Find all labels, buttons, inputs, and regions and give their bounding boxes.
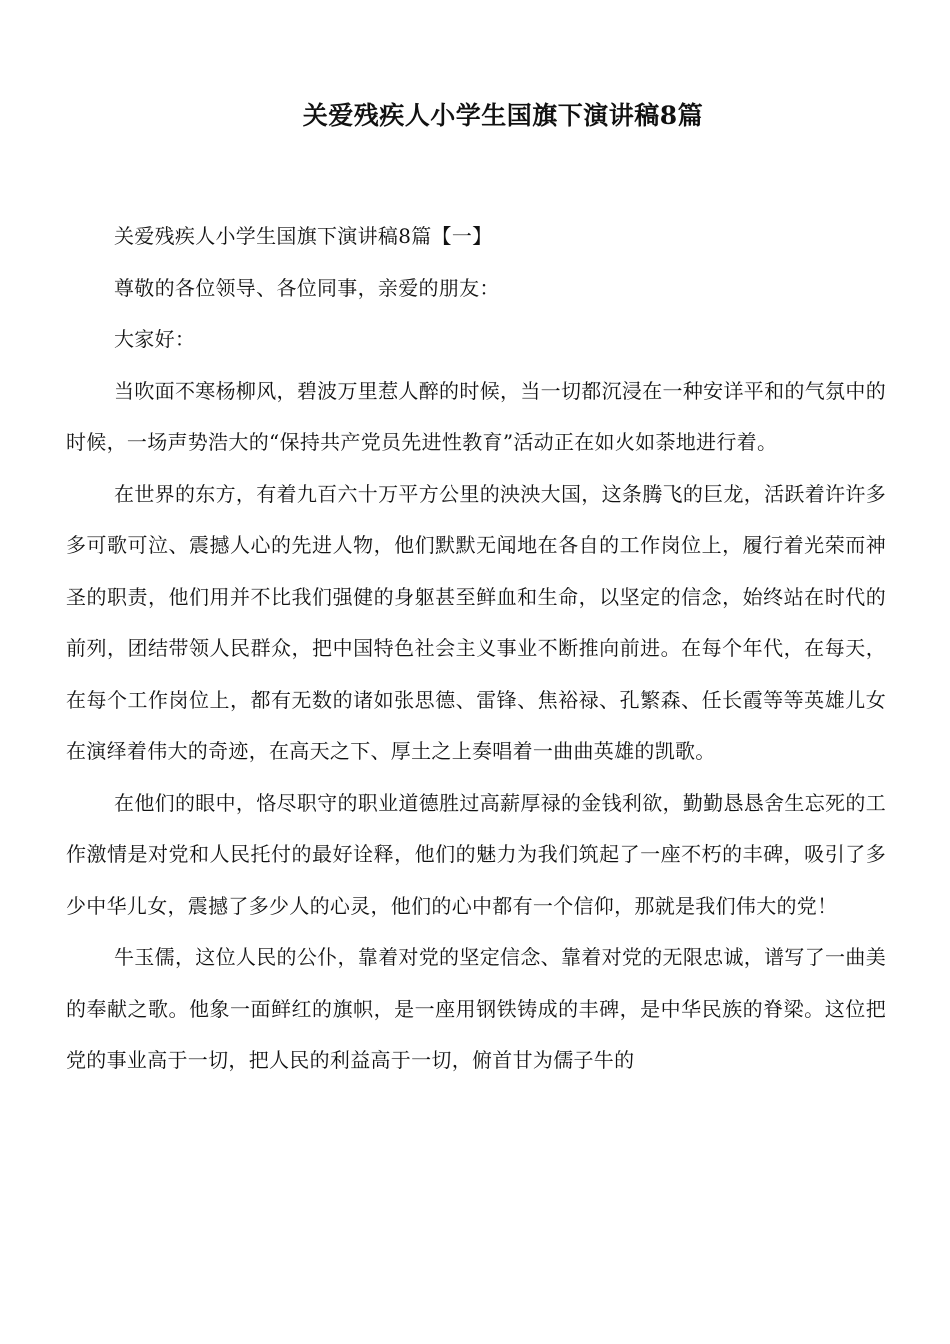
paragraph: 在他们的眼中，恪尽职守的职业道德胜过高薪厚禄的金钱利欲，勤勤恳恳舍生忘死的工作激情是对党和人民托付的最好诠释，他们的魅力为我们筑起了一座不朽的丰碑，吸引了多少中华儿女，震撼了多少人的心灵，他们的心中都有一个信仰，那就是我们伟大的党！	[66, 790, 886, 918]
paragraph: 当吹面不寒杨柳风，碧波万里惹人醉的时候，当一切都沉浸在一种安详平和的气氛中的时候，一场声势浩大的“保持共产党员先进性教育”活动正在如火如荼地进行着。	[66, 378, 886, 454]
paragraph: 牛玉儒，这位人民的公仆，靠着对党的坚定信念、靠着对党的无限忠诚，谱写了一曲美的奉献之歌。他象一面鲜红的旗帜，是一座用钢铁铸成的丰碑，是中华民族的脊梁。这位把党的事业高于一切，把人民的利益高于一切，俯首甘为儒子牛的	[66, 945, 886, 1072]
greeting: 大家好：	[114, 327, 196, 351]
document-body	[66, 211, 886, 1087]
salutation: 尊敬的各位领导、各位同事，亲爱的朋友：	[114, 275, 500, 300]
document-title: 关爱残疾人小学生国旗下演讲稿8篇	[302, 101, 704, 130]
section-heading: 关爱残疾人小学生国旗下演讲稿8篇【一】	[114, 224, 493, 248]
paragraph: 在世界的东方，有着九百六十万平方公里的泱泱大国，这条腾飞的巨龙，活跃着许许多多可歌可泣、震撼人心的先进人物，他们默默无闻地在各自的工作岗位上，履行着光荣而神圣的职责，他们用并不比我们强健的身躯甚至鲜血和生命，以坚定的信念，始终站在时代的前列，团结带领人民群众，把中国特色社会主义事业不断推向前进。在每个年代，在每天，在每个工作岗位上，都有无数的诸如张思德、雷锋、焦裕禄、孔繁森、任长霞等等英雄儿女在演绎着伟大的奇迹，在高天之下、厚土之上奏唱着一曲曲英雄的凯歌。	[66, 481, 886, 763]
